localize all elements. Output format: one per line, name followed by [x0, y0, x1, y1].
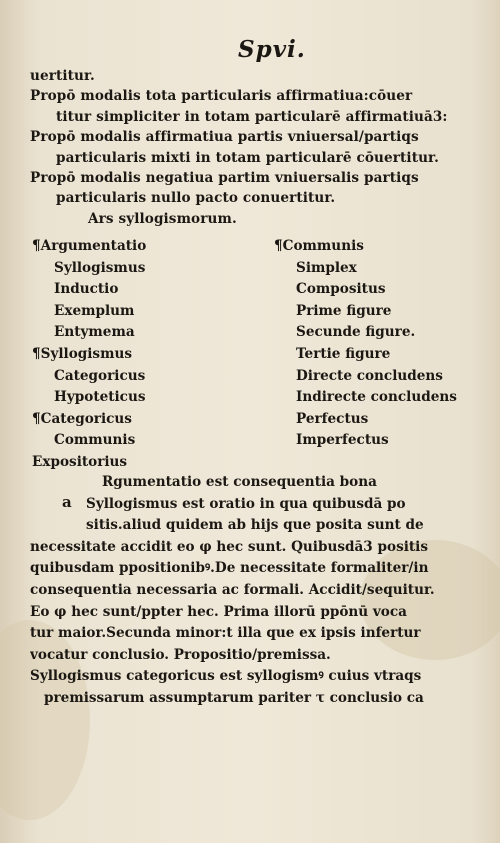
term-label: Exemplum [54, 302, 135, 319]
text-line: uertitur. [30, 68, 95, 84]
division-term [274, 301, 484, 323]
term-label: Entymema [54, 324, 135, 341]
division-term [274, 322, 484, 344]
term-label: Compositus [296, 281, 386, 298]
pilcrow-mark: ¶ [32, 345, 41, 362]
division-term [32, 344, 242, 366]
text-line: Eo φ hec sunt/ppter hec. Prima illorū ppōnū voca [30, 603, 407, 620]
term-label: Communis [282, 238, 364, 254]
folio-signature: Spvi. [238, 36, 306, 63]
text-line: Propō modalis negatiua partim vniuersalis partiqs [30, 169, 419, 186]
text-line: particularis nullo pacto conuertitur. [56, 190, 336, 207]
text-line: premissarum assumptarum pariter τ conclusio ca [44, 689, 424, 706]
term-label: Imperfectus [296, 432, 389, 449]
definition-text [30, 472, 490, 710]
division-term [274, 387, 484, 409]
division-term [32, 279, 242, 301]
term-label: Tertie figure [296, 345, 391, 362]
term-label: Directe concludens [296, 367, 443, 384]
division-term [274, 258, 484, 280]
division-term [32, 387, 242, 409]
text-line: tur maior.Secunda minor:t illa que ex ipsis infertur [30, 625, 421, 642]
term-label: Simplex [296, 259, 357, 276]
text-line: vocatur conclusio. Propositio/premissa. [30, 646, 331, 663]
pilcrow-mark: ¶ [32, 410, 41, 427]
text-line: Propō modalis affirmatiua partis vniuersal/partiqs [30, 129, 419, 146]
division-term [32, 301, 242, 323]
term-label: Hypoteticus [54, 389, 146, 406]
initial-letter: a [62, 493, 72, 511]
division-term [32, 236, 242, 258]
text-line: titur simpliciter in totam particularē affirmatiuā3: [56, 108, 448, 125]
division-term [274, 366, 484, 388]
division-term [32, 322, 242, 344]
term-label: Secunde figure. [296, 324, 416, 341]
text-line: sitis.aliud quidem ab hijs que posita sunt de [86, 517, 424, 534]
body-text [30, 66, 490, 229]
pilcrow-mark: ¶ [32, 238, 41, 254]
term-label: Categoricus [40, 410, 132, 427]
division-term [274, 409, 484, 431]
left-column [32, 236, 242, 474]
division-term [274, 279, 484, 301]
term-label: Syllogismus [54, 259, 146, 276]
text-line: Rgumentatio est consequentia bona [102, 474, 377, 490]
division-term [274, 236, 484, 258]
text-line: consequentia necessaria ac formali. Accidit/sequitur. [30, 581, 435, 598]
division-term [274, 344, 484, 366]
text-line: Syllogismus categoricus est syllogismꝰ cuius vtraqs [30, 668, 422, 685]
division-term [32, 430, 242, 452]
division-term [32, 452, 242, 474]
term-label: Indirecte concludens [296, 389, 457, 406]
text-line: Syllogismus est oratio in qua quibusdā po [86, 495, 406, 512]
right-column [274, 236, 484, 452]
term-label: Inductio [54, 281, 119, 298]
term-label: Syllogismus [40, 345, 133, 362]
term-label: Categoricus [54, 367, 146, 384]
text-line: Propō modalis tota particularis affirmatiua:cōuer [30, 88, 413, 105]
division-term [32, 409, 242, 431]
text-line: Ars syllogismorum. [88, 210, 237, 227]
text-line: quibusdam ppositionibꝰ.De necessitate formaliter/in [30, 560, 429, 577]
division-term [274, 430, 484, 452]
term-label: Prime figure [296, 302, 392, 319]
term-label: Communis [54, 432, 136, 449]
term-label: Perfectus [296, 410, 369, 427]
division-term [32, 366, 242, 388]
division-term [32, 258, 242, 280]
term-label: Argumentatio [40, 238, 147, 254]
term-label: Expositorius [32, 453, 128, 470]
pilcrow-mark: ¶ [274, 238, 283, 254]
text-line: necessitate accidit eo φ hec sunt. Quibusdā3 positis [30, 538, 428, 555]
text-line: particularis mixti in totam particularē cōuertitur. [56, 149, 439, 166]
